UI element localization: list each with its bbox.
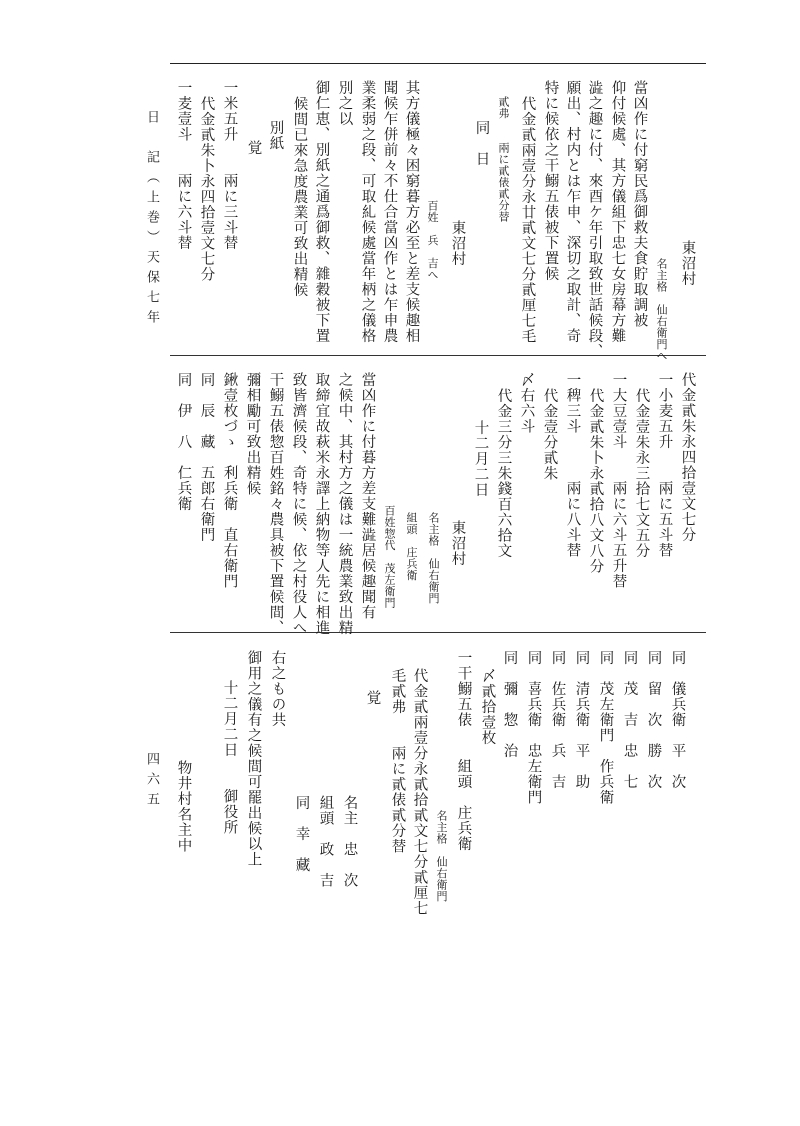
text-column: 名主 忠 次 bbox=[341, 795, 358, 888]
text-column: 同 清兵衛 平 助 bbox=[573, 650, 590, 790]
text-column: 代金貳兩壹分永貳拾貳文七分貳厘七 bbox=[411, 668, 428, 916]
text-column: 御用之儀有之候間可罷出候以上 bbox=[245, 650, 262, 867]
text-column: 同 伊 八 仁兵衛 bbox=[175, 372, 192, 512]
text-column: 一米五升 兩に三斗替 bbox=[221, 80, 238, 251]
text-column: 業柔弱之段、可取糺候處當年柄之儀格 bbox=[359, 80, 376, 344]
page-number: 四六五 bbox=[144, 752, 159, 812]
text-column: 代金貳朱卜永貳拾八文八分 bbox=[587, 388, 604, 574]
text-column: 當凶作に付暮方差支難澁居候趣聞有 bbox=[359, 372, 376, 620]
top-border bbox=[170, 63, 706, 64]
text-column: 願出、村内とは乍申、深切之取計、奇 bbox=[564, 80, 581, 344]
text-column: 東沼村 bbox=[449, 220, 466, 267]
text-column: 名主格 仙右衛門へ bbox=[655, 258, 668, 362]
running-header: 日 記（上巻）天保七年 bbox=[144, 110, 159, 330]
text-column: 十二月二日 bbox=[472, 420, 489, 498]
text-column: 御仁恵、別紙之通爲御救、雜穀被下置 bbox=[313, 80, 330, 344]
text-column: 一小麦五升 兩に五斗替 bbox=[656, 372, 673, 558]
text-column: 澁之趣に付、來酉ケ年引取致世話候段、 bbox=[586, 80, 603, 359]
text-column: 名主格 仙右衛門 bbox=[427, 512, 440, 604]
text-column: 同 佐兵衛 兵 吉 bbox=[549, 650, 566, 790]
text-column: 〆右六斗 bbox=[518, 372, 535, 434]
text-column: 同 辰 藏 五郎右衛門 bbox=[198, 372, 215, 543]
text-column: 百姓惣代 茂左衛門 bbox=[383, 505, 396, 609]
text-column: 聞候乍併前々不仕合當凶作とは乍申農 bbox=[381, 80, 398, 344]
text-column: 其方儀極々困窮暮方必至と差支候趣相 bbox=[403, 80, 420, 344]
text-column: 代金壹分貳朱 bbox=[541, 388, 558, 481]
text-column: 組頭 政 吉 bbox=[317, 795, 334, 888]
text-column: 同 留 次 勝 次 bbox=[645, 650, 662, 790]
text-column: 彌相勵可致出精候 bbox=[244, 372, 261, 496]
text-column: 一稗三斗 兩に八斗替 bbox=[564, 372, 581, 558]
text-column: 同 喜兵衛 忠左衛門 bbox=[525, 650, 542, 805]
text-column: 鍬壹枚づゝ 利兵衛 直右衛門 bbox=[221, 372, 238, 589]
text-column: 同 茂 吉 忠 七 bbox=[621, 650, 638, 790]
text-column: 取締宜故萩米永譯上納物等人先に相進 bbox=[313, 372, 330, 636]
text-column: 一大豆壹斗 兩に六斗五升替 bbox=[610, 372, 627, 589]
text-column: 致皆濟候段、奇特に候、依之村役人へ bbox=[290, 372, 307, 636]
text-column: 特に候依之干鰯五俵被下置候 bbox=[542, 80, 559, 282]
text-column: 東沼村 bbox=[679, 240, 696, 287]
text-column: 右之もの共 bbox=[269, 650, 286, 728]
text-column: 干鰯五俵惣百姓銘々農具被下置候間、 bbox=[267, 372, 284, 636]
text-column: 貳弗 兩に貳俵貳分替 bbox=[497, 96, 510, 223]
text-column: 別紙 bbox=[267, 120, 284, 151]
text-column: 組頭 庄兵衛 bbox=[405, 512, 418, 581]
text-column: 同 茂左衛門 作兵衛 bbox=[597, 650, 614, 805]
text-column: 物井村名主中 bbox=[175, 760, 192, 853]
text-column: 一麦壹斗 兩に六斗替 bbox=[175, 80, 192, 251]
text-column: 代金三分三朱錢百六拾文 bbox=[495, 388, 512, 559]
text-column: 當凶作に付窮民爲御救夫食貯取調被 bbox=[631, 80, 648, 328]
text-column: 同 幸 藏 bbox=[293, 795, 310, 873]
text-column: 十二月二日 御役所 bbox=[221, 680, 238, 835]
section-divider bbox=[170, 355, 706, 356]
text-column: 一干鰯五俵 組頭 庄兵衛 bbox=[455, 650, 472, 852]
text-column: 百姓 兵 吉へ bbox=[426, 200, 439, 281]
text-column: 同 日 bbox=[473, 120, 490, 167]
text-column: 東沼村 bbox=[449, 520, 466, 567]
text-column: 名主格 仙右衛門 bbox=[435, 810, 448, 902]
text-column: 〆貳拾壹枚 bbox=[479, 668, 496, 746]
text-column: 覚 bbox=[364, 690, 381, 706]
text-column: 毛貳弗 兩に貳俵貳分替 bbox=[389, 668, 406, 854]
text-column: 同 彌 惣 治 bbox=[501, 650, 518, 759]
section-divider bbox=[170, 632, 706, 633]
text-column: 之候中、其村方之儀は一統農業致出精 bbox=[336, 372, 353, 636]
text-column: 候間已來急度農業可致出精候 bbox=[291, 96, 308, 298]
text-column: 別之以 bbox=[336, 80, 353, 127]
text-column: 代金貳兩壹分永廿貳文七分貳厘七毛 bbox=[519, 96, 536, 344]
text-column: 仰付候處、其方儀組下忠七女房幕方難 bbox=[609, 80, 626, 344]
text-column: 同 儀兵衛 平 次 bbox=[669, 650, 686, 790]
text-column: 代金貳朱永四拾壹文七分 bbox=[679, 372, 696, 543]
text-column: 覚 bbox=[245, 140, 262, 156]
text-column: 代金壹朱永三拾七文五分 bbox=[633, 388, 650, 559]
text-column: 代金貳朱卜永四拾壹文七分 bbox=[198, 96, 215, 282]
